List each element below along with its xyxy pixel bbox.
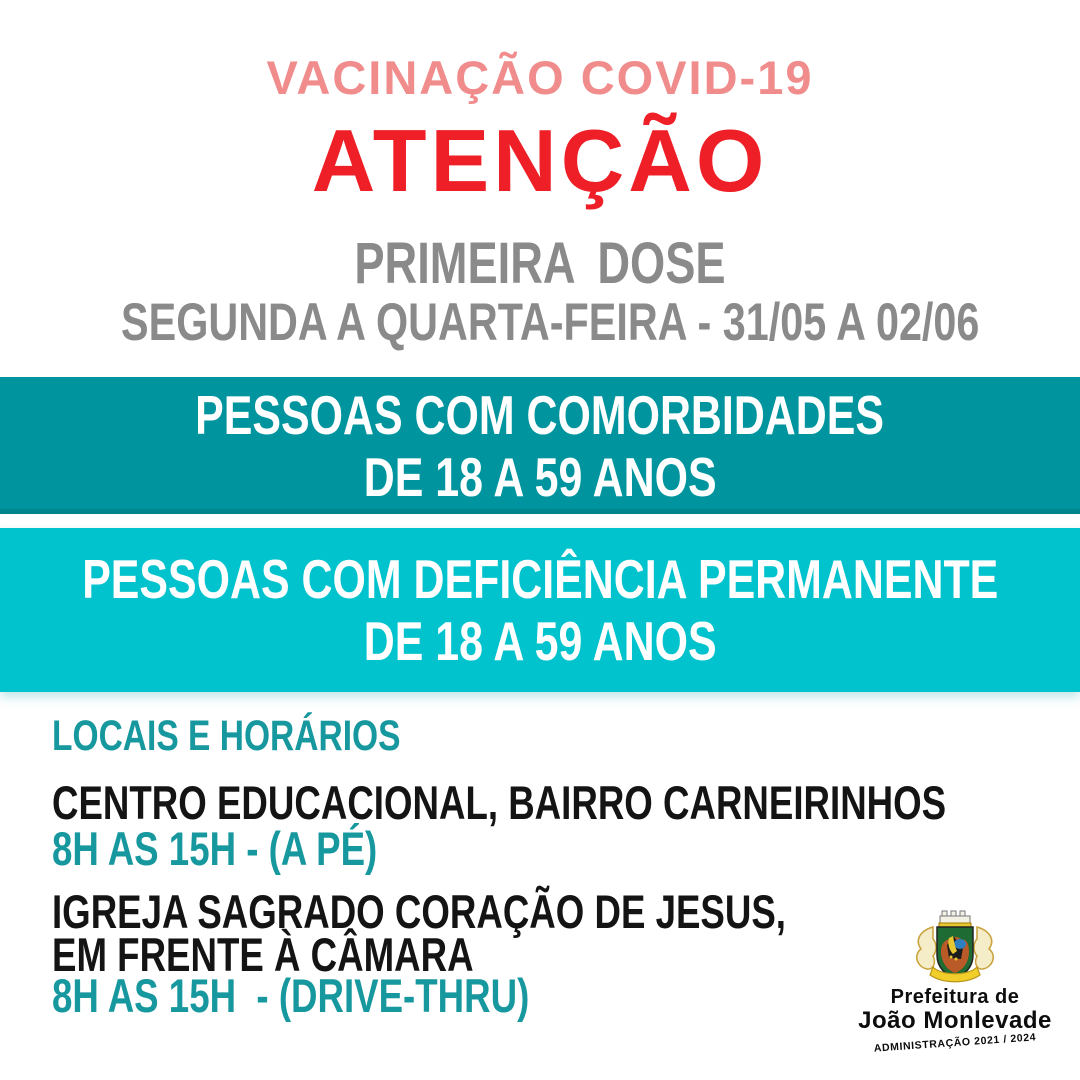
banner-comorbidities-line1: PESSOAS COM COMORBIDADES (195, 383, 885, 446)
date-range (0, 292, 1080, 353)
city-hall-logo (845, 906, 1065, 1055)
dose-subheading (0, 230, 1080, 297)
coat-of-arms-icon (907, 906, 1003, 986)
location-2-name-line2-text: EM FRENTE À CÂMARA (52, 928, 474, 981)
attention-heading-text: ATENÇÃO (311, 111, 769, 210)
banner-disability (0, 528, 1080, 692)
location-2-name-line1-text: IGREJA SAGRADO CORAÇÃO DE JESUS, (52, 885, 786, 938)
attention-heading (0, 110, 1080, 212)
campaign-title-text: VACINAÇÃO COVID-19 (266, 51, 814, 104)
campaign-title (0, 50, 1080, 105)
locations-heading-text: LOCAIS E HORÁRIOS (52, 712, 401, 760)
org-name-line1: Prefeitura de (890, 986, 1020, 1008)
location-1-schedule (52, 821, 469, 876)
location-2-schedule (52, 968, 664, 1023)
administration-term: ADMINISTRAÇÃO 2021 / 2024 (873, 1031, 1037, 1055)
location-2-schedule-text: 8H AS 15H - (DRIVE-THRU) (52, 969, 530, 1022)
date-range-text: SEGUNDA A QUARTA-FEIRA - 31/05 A 02/06 (121, 293, 980, 352)
location-1-name-text: CENTRO EDUCACIONAL, BAIRRO CARNEIRINHOS (52, 776, 947, 829)
org-name-line2: João Monlevade (858, 1007, 1052, 1034)
locations-heading (52, 712, 499, 761)
banner-comorbidities-line2: DE 18 A 59 ANOS (363, 445, 717, 508)
banner-comorbidities (0, 377, 1080, 514)
banner-disability-line1: PESSOAS COM DEFICIÊNCIA PERMANENTE (81, 548, 999, 610)
dose-subheading-text: PRIMEIRA DOSE (354, 231, 726, 296)
location-1-schedule-text: 8H AS 15H - (A PÉ) (52, 822, 378, 875)
banner-disability-line2: DE 18 A 59 ANOS (363, 610, 717, 672)
